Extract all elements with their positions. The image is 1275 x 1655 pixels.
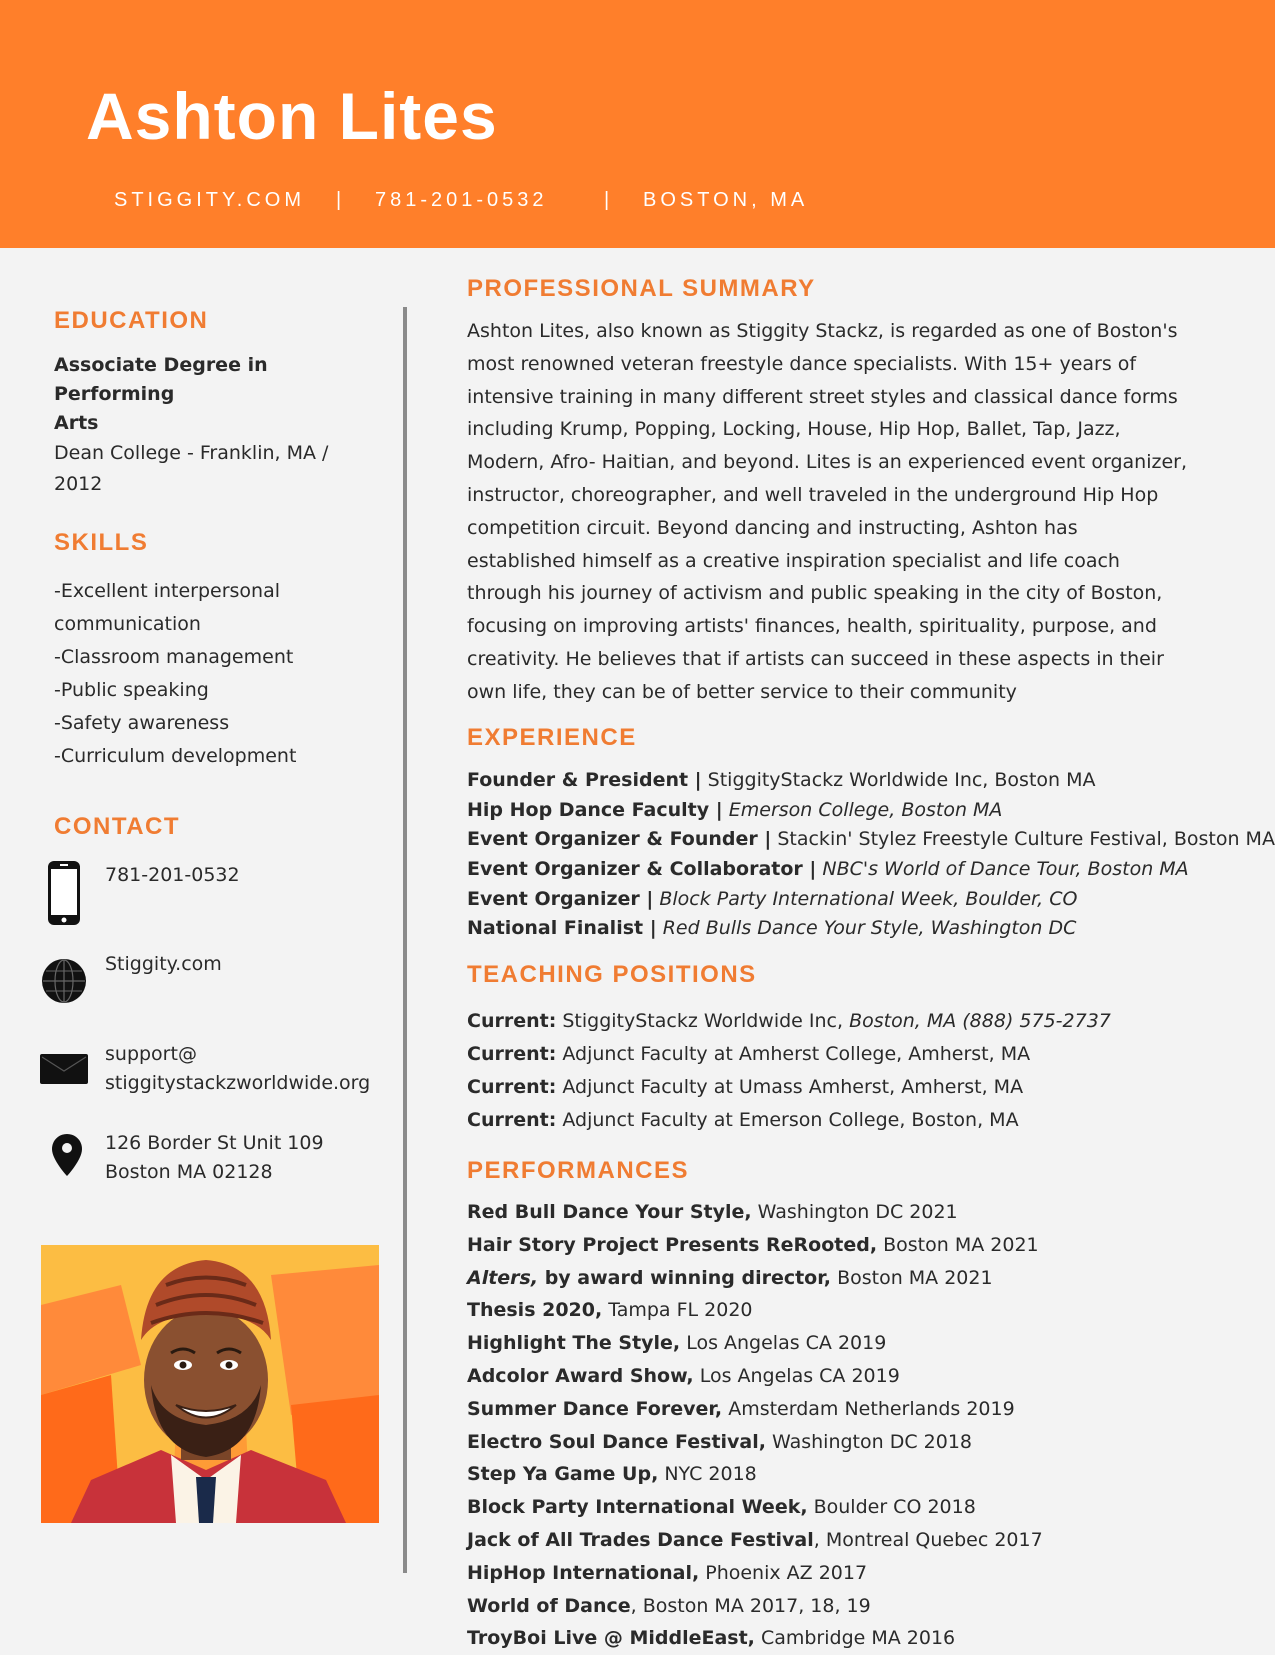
experience-item: Founder & President | StiggityStackz Worldwide Inc, Boston MA (467, 769, 1096, 791)
experience-heading: EXPERIENCE (467, 724, 637, 751)
header-separator: | (336, 189, 342, 211)
skill-item: -Public speaking (54, 679, 209, 701)
summary-heading: PROFESSIONAL SUMMARY (467, 275, 816, 302)
performance-item: HipHop International, Phoenix AZ 2017 (467, 1561, 868, 1584)
education-block (54, 351, 374, 500)
contact-address: 126 Border St Unit 109 Boston MA 02128 (105, 1132, 324, 1183)
experience-item: Event Organizer | Block Party International Week, Boulder, CO (467, 887, 1078, 910)
performance-item: TroyBoi Live @ MiddleEast, Cambridge MA 2016 (467, 1627, 956, 1650)
skill-item: -Curriculum development (54, 745, 297, 767)
performance-item: Summer Dance Forever, Amsterdam Netherlands 2019 (467, 1397, 1015, 1420)
contact-email[interactable]: support@ stiggitystackzworldwide.org (105, 1043, 371, 1094)
performance-item: Hair Story Project Presents ReRooted, Boston MA 2021 (467, 1233, 1039, 1256)
performances-heading: PERFORMANCES (467, 1157, 690, 1184)
performances-list (467, 1196, 1267, 1655)
performance-item: World of Dance, Boston MA 2017, 18, 19 (467, 1594, 871, 1617)
skills-heading: SKILLS (54, 529, 149, 556)
skill-item: -Safety awareness (54, 712, 230, 734)
summary-paragraph: Ashton Lites, also known as Stiggity Stackz, is regarded as one of Boston's most renowned veteran freestyle dance specialists. With 15+ years of intensive training in many different street styles and classical dance forms including Krump, Popping, Locking, House, Hip Hop, Ballet, Tap, Jazz, Modern, Afro- Haitian, and beyond. Lites is an experienced event organizer, instructor, choreographer, and well traveled in the underground Hip Hop competition circuit. Beyond dancing and instructing, Ashton has established himself as a creative inspiration specialist and life coach through his journey of activism and public speaking in the city of Boston, focusing on improving artists' finances, health, spirituality, purpose, and creativity. He believes that if artists can succeed in these aspects in their own life, they can be of better service to their community (467, 320, 1188, 703)
person-name: Ashton Lites (86, 79, 498, 153)
performance-item: Block Party International Week, Boulder CO 2018 (467, 1496, 976, 1519)
header-location: BOSTON, MA (643, 189, 809, 211)
experience-item: Hip Hop Dance Faculty | Emerson College, Boston MA (467, 798, 1003, 821)
column-divider (403, 307, 407, 1573)
skill-item: -Excellent interpersonal (54, 580, 281, 602)
skill-item: communication (54, 613, 201, 635)
skill-item: -Classroom management (54, 646, 294, 668)
header-banner (0, 0, 1275, 248)
phone-icon (46, 860, 82, 930)
header-website: STIGGITY.COM (114, 189, 305, 211)
teaching-list (467, 1005, 1267, 1137)
skills-list (54, 575, 296, 773)
location-pin-icon (51, 1133, 83, 1181)
header-phone: 781-201-0532 (375, 189, 548, 211)
teaching-item: Current: StiggityStackz Worldwide Inc, Boston, MA (888) 575-2737 (467, 1010, 1111, 1032)
experience-item: National Finalist | Red Bulls Dance Your Style, Washington DC (467, 917, 1077, 940)
performance-item: Thesis 2020, Tampa FL 2020 (467, 1299, 753, 1322)
education-degree: Associate Degree in Performing Arts (54, 354, 268, 434)
performance-item: Jack of All Trades Dance Festival, Montreal Quebec 2017 (467, 1528, 1043, 1551)
teaching-item: Current: Adjunct Faculty at Amherst College, Amherst, MA (467, 1043, 1031, 1065)
teaching-item: Current: Adjunct Faculty at Emerson College, Boston, MA (467, 1109, 1019, 1131)
header-separator: | (604, 189, 610, 211)
teaching-heading: TEACHING POSITIONS (467, 961, 757, 988)
performance-item: Alters, by award winning director, Boston MA 2021 (467, 1266, 993, 1289)
email-icon (40, 1053, 88, 1089)
education-heading: EDUCATION (54, 307, 209, 334)
experience-item: Event Organizer & Collaborator | NBC's World of Dance Tour, Boston MA (467, 858, 1189, 881)
contact-website[interactable]: Stiggity.com (105, 953, 222, 975)
performance-item: Step Ya Game Up, NYC 2018 (467, 1463, 757, 1486)
performance-item: Adcolor Award Show, Los Angelas CA 2019 (467, 1364, 900, 1387)
contact-heading: CONTACT (54, 813, 181, 840)
contact-phone[interactable]: 781-201-0532 (105, 864, 240, 886)
globe-icon (41, 958, 87, 1008)
education-school: Dean College - Franklin, MA / 2012 (54, 442, 329, 495)
performance-item: Highlight The Style, Los Angelas CA 2019 (467, 1332, 887, 1355)
teaching-item: Current: Adjunct Faculty at Umass Amherst, Amherst, MA (467, 1076, 1024, 1098)
experience-list (467, 766, 1275, 944)
portrait-illustration (41, 1245, 379, 1523)
experience-item: Event Organizer & Founder | Stackin' Stylez Freestyle Culture Festival, Boston MA (467, 828, 1275, 851)
performance-item: Red Bull Dance Your Style, Washington DC 2021 (467, 1201, 958, 1223)
performance-item: Electro Soul Dance Festival, Washington DC 2018 (467, 1430, 973, 1453)
